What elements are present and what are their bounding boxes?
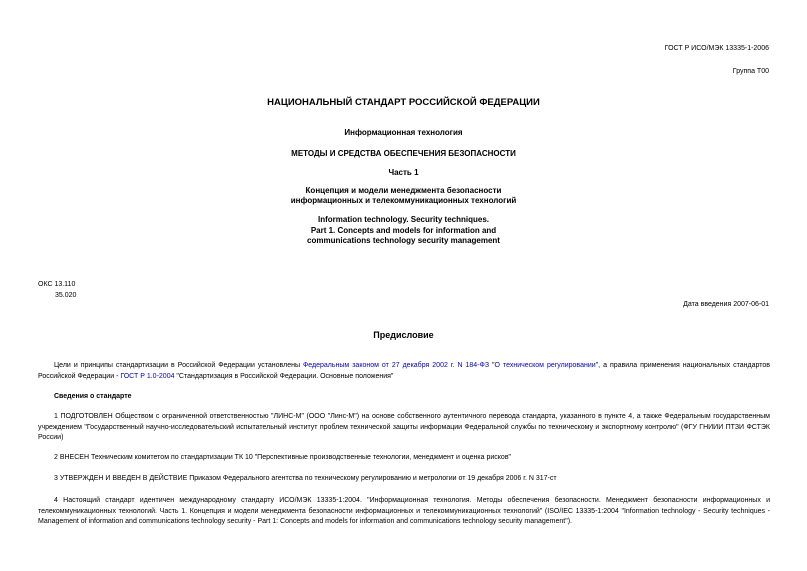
preface-text: Цели и принципы стандартизации в Российской Федерации установлены [54,362,303,369]
federal-law-link[interactable]: Федеральным законом от 27 декабря 2002 г. N 184-ФЗ [302,362,490,369]
russian-name-line-1: Концепция и модели менеджмента безопасности [305,186,502,195]
english-name-line-1: Information technology. Security techniques. [318,215,489,224]
part-title: Часть 1 [388,168,419,177]
document-number: ГОСТ Р ИСО/МЭК 13335-1-2006 [664,45,769,52]
gost-r-1-0-2004-link[interactable]: ГОСТ Р 1.0-2004 [120,372,175,380]
about-standard-heading: Сведения о стандарте [54,393,132,400]
preface-paragraph-1 [38,361,770,382]
national-standard-title: НАЦИОНАЛЬНЫЙ СТАНДАРТ РОССИЙСКОЙ ФЕДЕРАЦИИ [267,97,540,108]
item-2-submitted: 2 ВНЕСЕН Техническим комитетом по стандартизации ТК 10 "Перспективные производственные технологии, менеджмент и оценка рисков" [54,454,512,461]
item-4-identical: 4 Настоящий стандарт идентичен международному стандарту ИСО/МЭК 13335-1:2004. "Информационная технология. Методы обеспечения безопасности. Менеджмент безопасности информационных и телекоммуникационных технологий. Часть 1. Концепция и модели менеджмента безопасности информационных и телекоммуникационных технологий" (ISO/IEC 13335-1:2004 "Information technology - Security techniques - Management of information and communications technology security - Part 1: Concepts and models for information and communications technology security management"). [38,497,770,525]
preface-heading: Предисловие [373,330,434,340]
field-title: Информационная технология [344,128,463,137]
methods-title: МЕТОДЫ И СРЕДСТВА ОБЕСПЕЧЕНИЯ БЕЗОПАСНОСТИ [291,149,516,158]
preface-text: "Стандартизация в Российской Федерации. Основные положения" [174,372,394,380]
item-1-prepared: 1 ПОДГОТОВЛЕН Обществом с ограниченной ответственностью "ЛИНС-М" (ООО "Линс-М") на основе собственного аутентичного перевода стандарта, указанного в пункте 4, а также Федеральным государственным учреждением "Государственный научно-исследовательский испытательный институт проблем технической защиты информации Федеральной службы по техническому и экспортному контролю" (ФГУ ГНИИИ ПТЗИ ФСТЭК России) [38,413,770,441]
preface-text: ", а правила применения национальных стандартов Российской Федерации - [38,362,770,380]
introduction-date: Дата введения 2007-06-01 [683,301,769,308]
russian-name-line-2: информационных и телекоммуникационных технологий [290,196,517,205]
group-code: Группа Т00 [732,68,769,75]
preface-text: " [489,362,495,369]
item-3-approved: 3 УТВЕРЖДЕН И ВВЕДЕН В ДЕЙСТВИЕ Приказом Федерального агентства по техническому регулированию и метрологии от 19 декабря 2006 г. N 317-ст [54,475,557,482]
english-name-line-2: Part 1. Concepts and models for information and [310,226,497,235]
technical-regulation-link[interactable]: О техническом регулировании [494,362,596,369]
english-name-line-3: communications technology security management [307,236,500,245]
oks-code-1: ОКС 13.110 [38,281,76,288]
oks-code-2: 35.020 [55,292,77,299]
